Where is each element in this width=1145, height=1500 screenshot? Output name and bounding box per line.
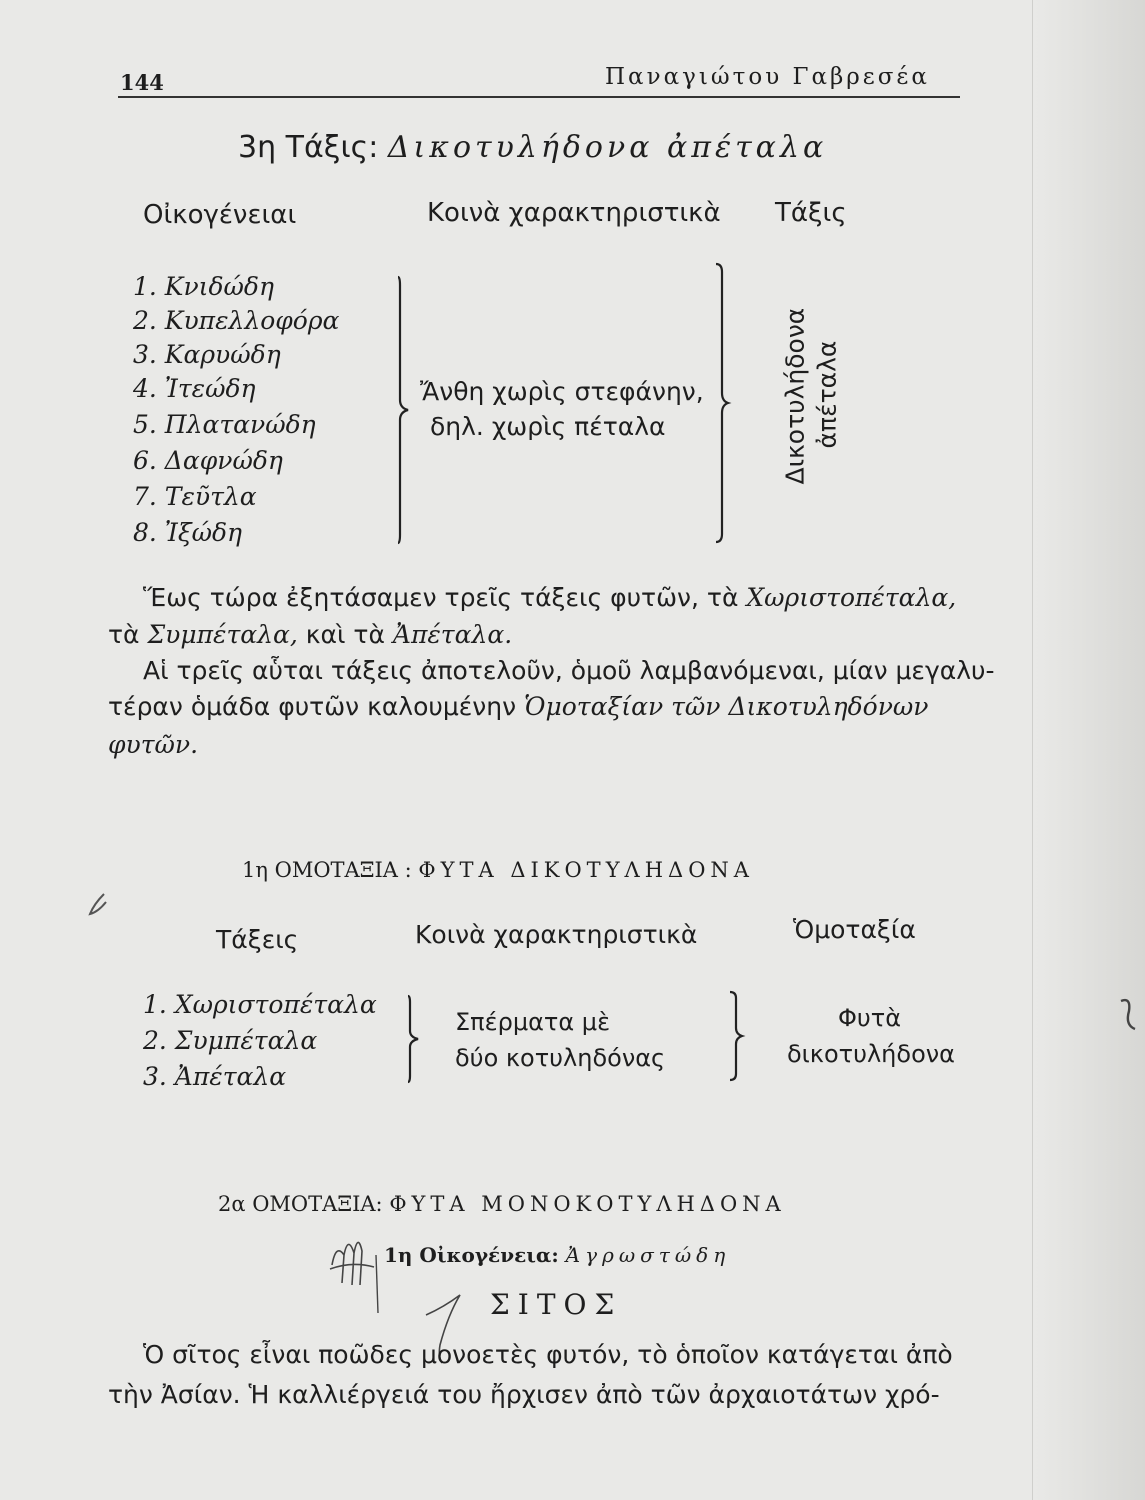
order3-features-line1: Ἄνθη χωρὶς στεφάνην,: [420, 377, 704, 406]
family-item: 3. Καρυώδη: [133, 340, 281, 369]
family-item: 6. Δαφνώδη: [133, 446, 283, 475]
pencil-scribble-mark: [322, 1225, 402, 1315]
paragraph1-line2: [108, 620, 512, 649]
class1-order-item: 1. Χωριστοπέταλα: [143, 990, 377, 1019]
order3-features-line2: δηλ. χωρὶς πέταλα: [430, 412, 666, 441]
class2-subject: ΣΙΤΟΣ: [490, 1288, 623, 1321]
p1-l1-text: Ἕως τώρα ἐξητάσαμεν τρεῖς τάξεις φυτῶν, τὰ: [143, 583, 747, 612]
class1-title: [242, 858, 754, 882]
page-edge-shadow: [1035, 0, 1145, 1500]
class1-col-features: Κοινὰ χαρακτηριστικὰ: [415, 920, 698, 949]
class1-class-line2: δικοτυλήδονα: [787, 1040, 955, 1068]
class1-col-class: Ὁμοταξία: [793, 915, 916, 944]
order3-right-brace: [708, 262, 732, 544]
p1-l1-italic: Χωριστοπέταλα,: [746, 583, 957, 612]
order3-left-brace: [388, 275, 412, 545]
class1-col-orders: Τάξεις: [216, 925, 299, 954]
paragraph2-line2: τὴν Ἀσίαν. Ἡ καλλιέργειά του ἤρχισεν ἀπὸ τῶν ἀρχαιοτάτων χρό-: [108, 1380, 940, 1409]
family-item: 5. Πλατανώδη: [133, 410, 316, 439]
page-fold-line: [1032, 0, 1033, 1500]
order3-order-line1: Δικοτυλήδονα: [780, 307, 810, 485]
page-number: 144: [120, 70, 164, 95]
class2-family-label: 1η Οἰκογένεια:: [384, 1243, 566, 1267]
order3-order-line2: ἀπέταλα: [812, 340, 842, 449]
class1-order-item: 3. Ἀπέταλα: [143, 1062, 287, 1091]
order3-col-features: Κοινὰ χαρακτηριστικὰ: [427, 198, 721, 228]
edge-smudge-mark: [1115, 995, 1145, 1035]
order3-col-order: Τάξις: [775, 198, 847, 228]
class1-title-prefix: 1η ΟΜΟΤΑΞΙΑ :: [242, 858, 419, 882]
p1-l2-text-b: καὶ τὰ: [297, 620, 393, 649]
p1-l2-italic-a: Συμπέταλα,: [147, 620, 298, 649]
p1-l4-italic: Ὁμοταξίαν τῶν Δικοτυληδόνων: [524, 692, 929, 721]
family-item: 2. Κυπελλοφόρα: [133, 306, 340, 335]
header-rule: [118, 96, 960, 98]
class1-features-line2: δύο κοτυληδόνας: [455, 1044, 666, 1072]
class1-right-brace: [722, 990, 746, 1082]
class2-family-line: [384, 1243, 730, 1267]
paragraph1-line3: Αἱ τρεῖς αὗται τάξεις ἀποτελοῦν, ὁμοῦ λαμβανόμεναι, μίαν μεγαλυ-: [143, 656, 995, 685]
order3-title-prefix: 3η Τάξις:: [238, 130, 388, 165]
class1-features-line1: Σπέρματα μὲ: [455, 1008, 611, 1036]
p1-l4-text: τέραν ὁμάδα φυτῶν καλουμένην: [108, 692, 524, 721]
class2-title-prefix: 2α ΟΜΟΤΑΞΙΑ:: [218, 1192, 390, 1216]
margin-smudge-mark: [84, 890, 114, 920]
order3-title-name: Δικοτυλήδονα ἀπέταλα: [387, 130, 828, 165]
paragraph2-line1: Ὁ σῖτος εἶναι ποῶδες μονοετὲς φυτόν, τὸ ὁποῖον κατάγεται ἀπὸ: [143, 1340, 953, 1369]
class2-title-name: ΦΥΤΑ ΜΟΝΟΚΟΤΥΛΗΔΟΝΑ: [389, 1192, 786, 1216]
class1-left-brace: [398, 994, 422, 1084]
family-item: 7. Τεῦτλα: [133, 482, 257, 511]
class1-class-line1: Φυτὰ: [838, 1004, 902, 1032]
paragraph1-line1: [143, 583, 956, 612]
class2-family-name: Ἀγρωστώδη: [565, 1243, 731, 1267]
paragraph1-line4: [108, 692, 929, 721]
p1-l2-italic-b: Ἀπέταλα.: [392, 620, 513, 649]
class1-order-item: 2. Συμπέταλα: [143, 1026, 318, 1055]
class2-title: [218, 1192, 786, 1216]
order3-title: [238, 130, 827, 165]
family-item: 8. Ἰξώδη: [133, 518, 243, 547]
paragraph1-line5: φυτῶν.: [108, 730, 199, 759]
family-item: 4. Ἰτεώδη: [133, 374, 256, 403]
p1-l2-text-a: τὰ: [108, 620, 148, 649]
class1-title-name: ΦΥΤΑ ΔΙΚΟΤΥΛΗΔΟΝΑ: [418, 858, 754, 882]
family-item: 1. Κνιδώδη: [133, 272, 274, 301]
order3-col-families: Οἰκογένειαι: [143, 200, 297, 230]
running-title: Παναγιώτου Γαβρεσέα: [605, 64, 930, 90]
